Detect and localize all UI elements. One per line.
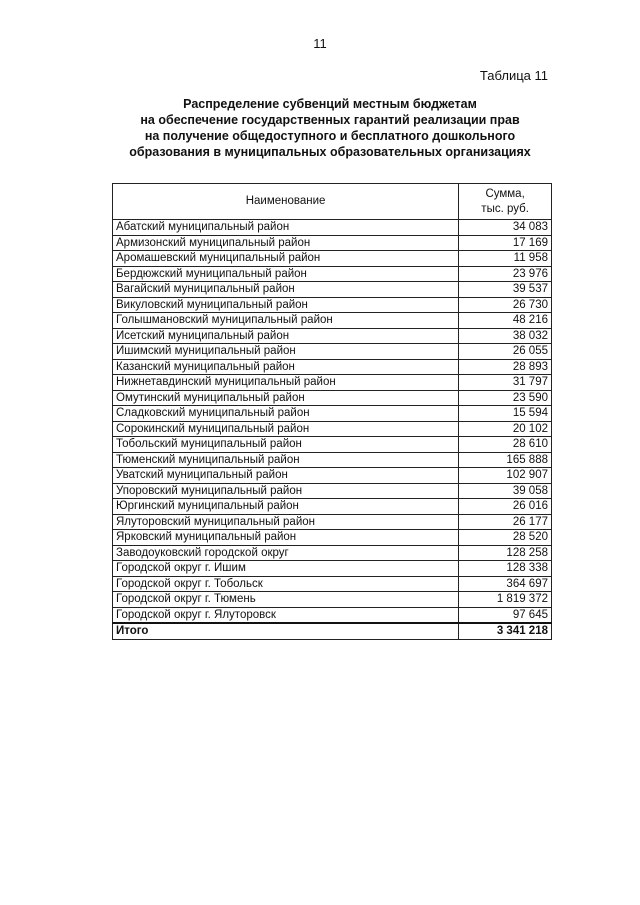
table-row — [113, 328, 552, 344]
column-header-name: Наименование — [113, 184, 459, 220]
total-row — [113, 623, 552, 639]
row-name: Упоровский муниципальный район — [113, 483, 459, 499]
row-amount: 31 797 — [459, 375, 552, 391]
document-title — [100, 96, 560, 160]
table-row — [113, 561, 552, 577]
row-amount: 38 032 — [459, 328, 552, 344]
row-name: Ялуторовский муниципальный район — [113, 514, 459, 530]
table-row — [113, 390, 552, 406]
row-name: Тюменский муниципальный район — [113, 452, 459, 468]
title-line: на обеспечение государственных гарантий реализации прав — [140, 113, 520, 127]
table-row — [113, 607, 552, 623]
table-row — [113, 297, 552, 313]
table-row — [113, 313, 552, 329]
row-amount: 102 907 — [459, 468, 552, 484]
row-amount: 11 958 — [459, 251, 552, 267]
row-name: Городской округ г. Тюмень — [113, 592, 459, 608]
row-name: Омутинский муниципальный район — [113, 390, 459, 406]
table-row — [113, 235, 552, 251]
row-amount: 28 610 — [459, 437, 552, 453]
row-name: Вагайский муниципальный район — [113, 282, 459, 298]
row-amount: 128 258 — [459, 545, 552, 561]
row-name: Городской округ г. Ялуторовск — [113, 607, 459, 623]
title-line: образования в муниципальных образовательных организациях — [129, 145, 531, 159]
title-line: на получение общедоступного и бесплатного дошкольного — [144, 129, 516, 143]
row-amount: 28 520 — [459, 530, 552, 546]
table-row — [113, 452, 552, 468]
row-name: Голышмановский муниципальный район — [113, 313, 459, 329]
total-label: Итого — [113, 623, 459, 639]
table-row — [113, 406, 552, 422]
row-amount: 26 177 — [459, 514, 552, 530]
row-amount: 17 169 — [459, 235, 552, 251]
table-row — [113, 483, 552, 499]
row-amount: 26 730 — [459, 297, 552, 313]
row-amount: 20 102 — [459, 421, 552, 437]
row-name: Тобольский муниципальный район — [113, 437, 459, 453]
row-amount: 39 058 — [459, 483, 552, 499]
table-row — [113, 499, 552, 515]
subvention-table — [112, 183, 552, 640]
row-name: Ярковский муниципальный район — [113, 530, 459, 546]
row-name: Ишимский муниципальный район — [113, 344, 459, 360]
table-row — [113, 282, 552, 298]
row-name: Бердюжский муниципальный район — [113, 266, 459, 282]
row-name: Казанский муниципальный район — [113, 359, 459, 375]
table-row — [113, 359, 552, 375]
row-name: Городской округ г. Ишим — [113, 561, 459, 577]
row-name: Абатский муниципальный район — [113, 220, 459, 236]
row-name: Сорокинский муниципальный район — [113, 421, 459, 437]
total-amount: 3 341 218 — [459, 623, 552, 639]
row-amount: 165 888 — [459, 452, 552, 468]
table-row — [113, 530, 552, 546]
row-amount: 34 083 — [459, 220, 552, 236]
row-name: Юргинский муниципальный район — [113, 499, 459, 515]
table-body — [113, 220, 552, 624]
row-amount: 48 216 — [459, 313, 552, 329]
row-amount: 26 055 — [459, 344, 552, 360]
row-amount: 1 819 372 — [459, 592, 552, 608]
table-row — [113, 468, 552, 484]
table-row — [113, 220, 552, 236]
table-row — [113, 266, 552, 282]
table-row — [113, 592, 552, 608]
row-name: Исетский муниципальный район — [113, 328, 459, 344]
table-row — [113, 545, 552, 561]
title-line: Распределение субвенций местным бюджетам — [183, 97, 477, 111]
sum-header-line1: Сумма, — [485, 187, 525, 200]
table-row — [113, 375, 552, 391]
row-name: Уватский муниципальный район — [113, 468, 459, 484]
row-amount: 28 893 — [459, 359, 552, 375]
row-amount: 23 976 — [459, 266, 552, 282]
table-row — [113, 576, 552, 592]
row-name: Нижнетавдинский муниципальный район — [113, 375, 459, 391]
row-name: Викуловский муниципальный район — [113, 297, 459, 313]
row-name: Армизонский муниципальный район — [113, 235, 459, 251]
table-row — [113, 344, 552, 360]
row-name: Городской округ г. Тобольск — [113, 576, 459, 592]
table-row — [113, 251, 552, 267]
row-amount: 23 590 — [459, 390, 552, 406]
table-row — [113, 421, 552, 437]
row-amount: 26 016 — [459, 499, 552, 515]
row-amount: 15 594 — [459, 406, 552, 422]
row-amount: 364 697 — [459, 576, 552, 592]
sum-header-line2: тыс. руб. — [481, 202, 529, 215]
table-label: Таблица 11 — [479, 68, 548, 83]
row-name: Заводоуковский городской округ — [113, 545, 459, 561]
column-header-sum — [459, 184, 552, 220]
row-name: Сладковский муниципальный район — [113, 406, 459, 422]
table-header-row — [113, 184, 552, 220]
table-row — [113, 437, 552, 453]
row-amount: 39 537 — [459, 282, 552, 298]
row-name: Аромашевский муниципальный район — [113, 251, 459, 267]
row-amount: 128 338 — [459, 561, 552, 577]
page-number: 11 — [313, 36, 327, 51]
row-amount: 97 645 — [459, 607, 552, 623]
table-row — [113, 514, 552, 530]
